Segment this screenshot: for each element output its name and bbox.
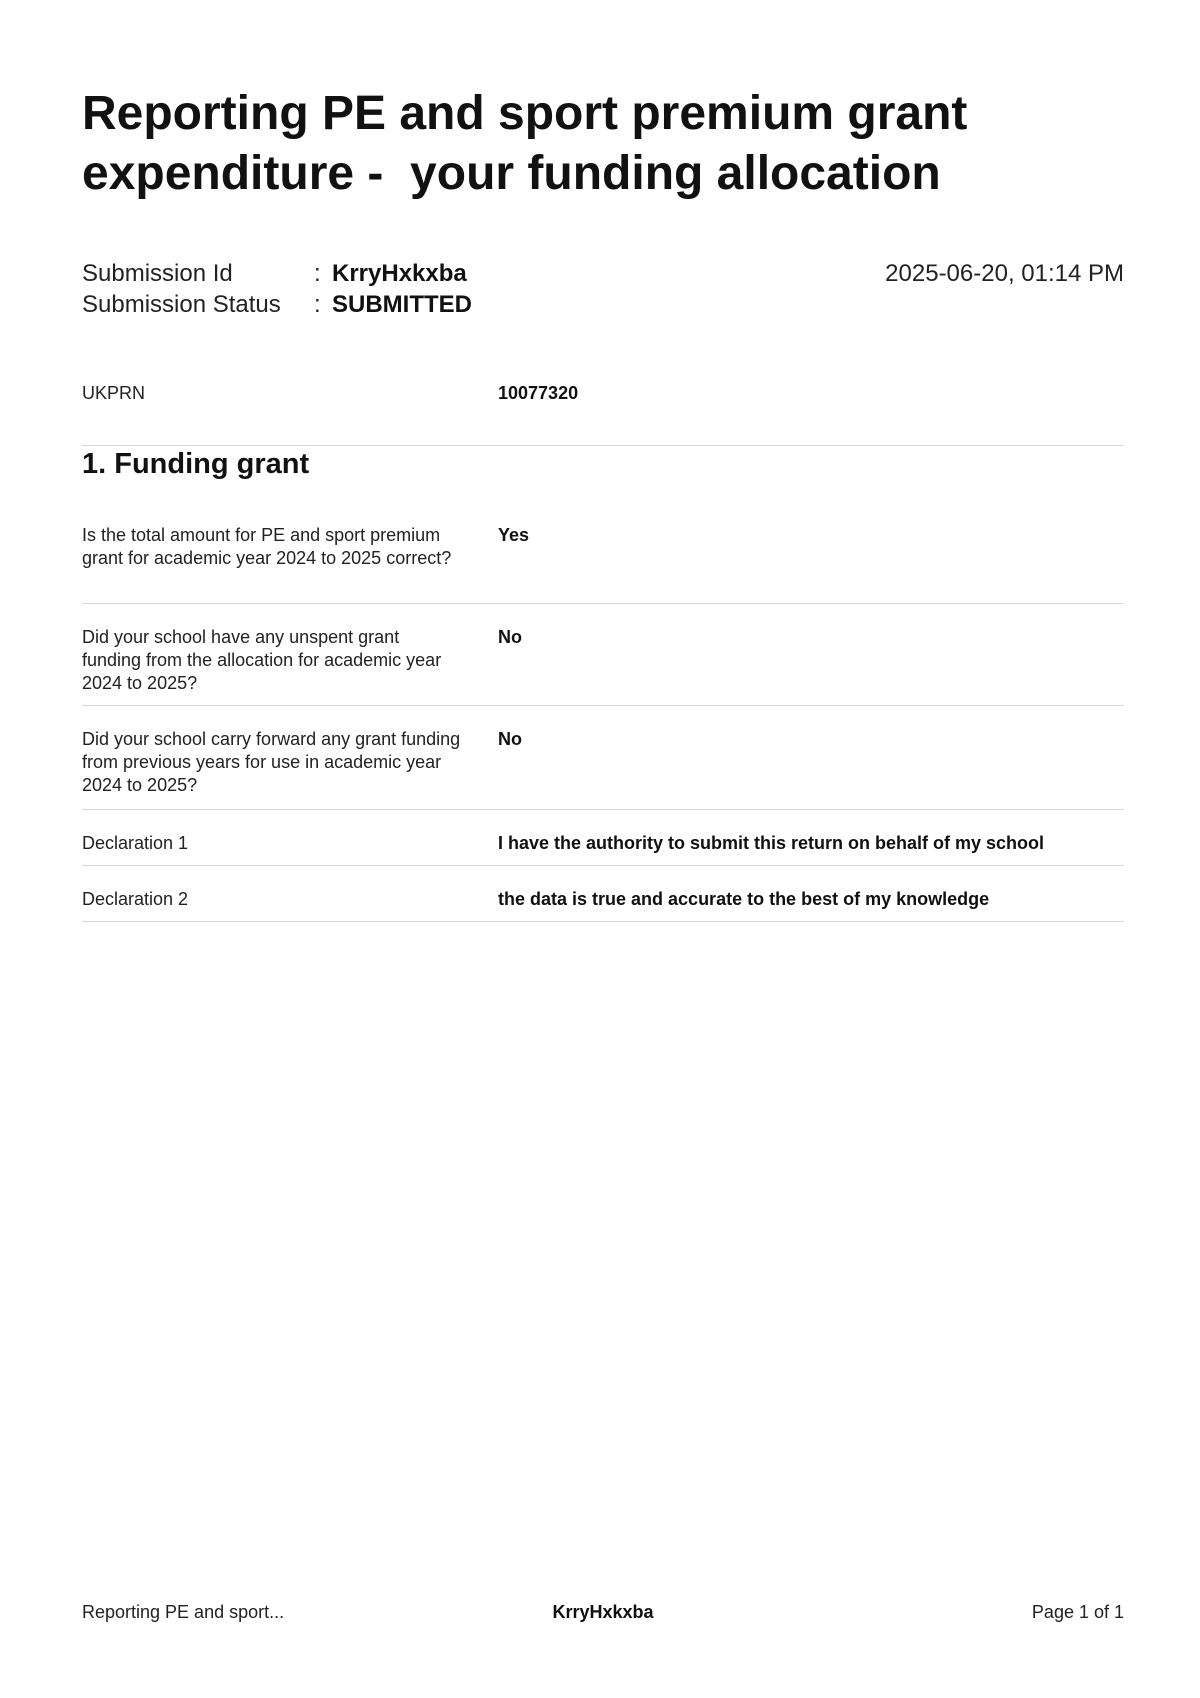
submission-meta xyxy=(82,258,472,320)
table-row xyxy=(82,626,1124,706)
table-row xyxy=(82,888,1124,922)
section-heading-funding-grant: 1. Funding grant xyxy=(82,448,310,480)
answer-value: Yes xyxy=(498,525,530,545)
declaration-value: I have the authority to submit this return on behalf of my school xyxy=(498,833,1045,853)
submission-status-value: SUBMITTED xyxy=(332,291,472,318)
question-label: Did your school carry forward any grant funding from previous years for use in academic year 2024 to 2025? xyxy=(82,729,461,795)
declaration-label: Declaration 1 xyxy=(82,833,189,853)
submission-status-row xyxy=(82,289,472,320)
ukprn-label: UKPRN xyxy=(82,383,146,403)
ukprn-value: 10077320 xyxy=(498,383,579,403)
footer-document-title: Reporting PE and sport... xyxy=(82,1602,285,1622)
submission-id-label: Submission Id xyxy=(82,260,233,287)
submission-id-separator: : xyxy=(314,260,321,287)
table-row xyxy=(82,524,1124,604)
question-label: Did your school have any unspent grant funding from the allocation for academic year 2024 to 2025? xyxy=(82,627,442,693)
question-label: Is the total amount for PE and sport premium grant for academic year 2024 to 2025 correct? xyxy=(82,525,452,568)
footer-page-number: Page 1 of 1 xyxy=(1031,1602,1124,1622)
document-title: Reporting PE and sport premium grant expenditure - your funding allocation xyxy=(82,87,981,200)
table-row xyxy=(82,832,1124,866)
submission-id-value: KrryHxkxba xyxy=(332,260,467,287)
submission-timestamp: 2025-06-20, 01:14 PM xyxy=(885,260,1124,287)
footer-submission-id: KrryHxkxba xyxy=(552,1602,654,1622)
declaration-label: Declaration 2 xyxy=(82,889,189,909)
submission-id-row xyxy=(82,258,472,289)
submission-status-label: Submission Status xyxy=(82,291,281,318)
declaration-value: the data is true and accurate to the best of my knowledge xyxy=(498,889,990,909)
page-footer xyxy=(82,1600,1124,1624)
answer-value: No xyxy=(498,729,522,749)
answer-value: No xyxy=(498,627,522,647)
submission-status-separator: : xyxy=(314,291,321,318)
table-row xyxy=(82,728,1124,810)
ukprn-row xyxy=(82,382,1124,446)
